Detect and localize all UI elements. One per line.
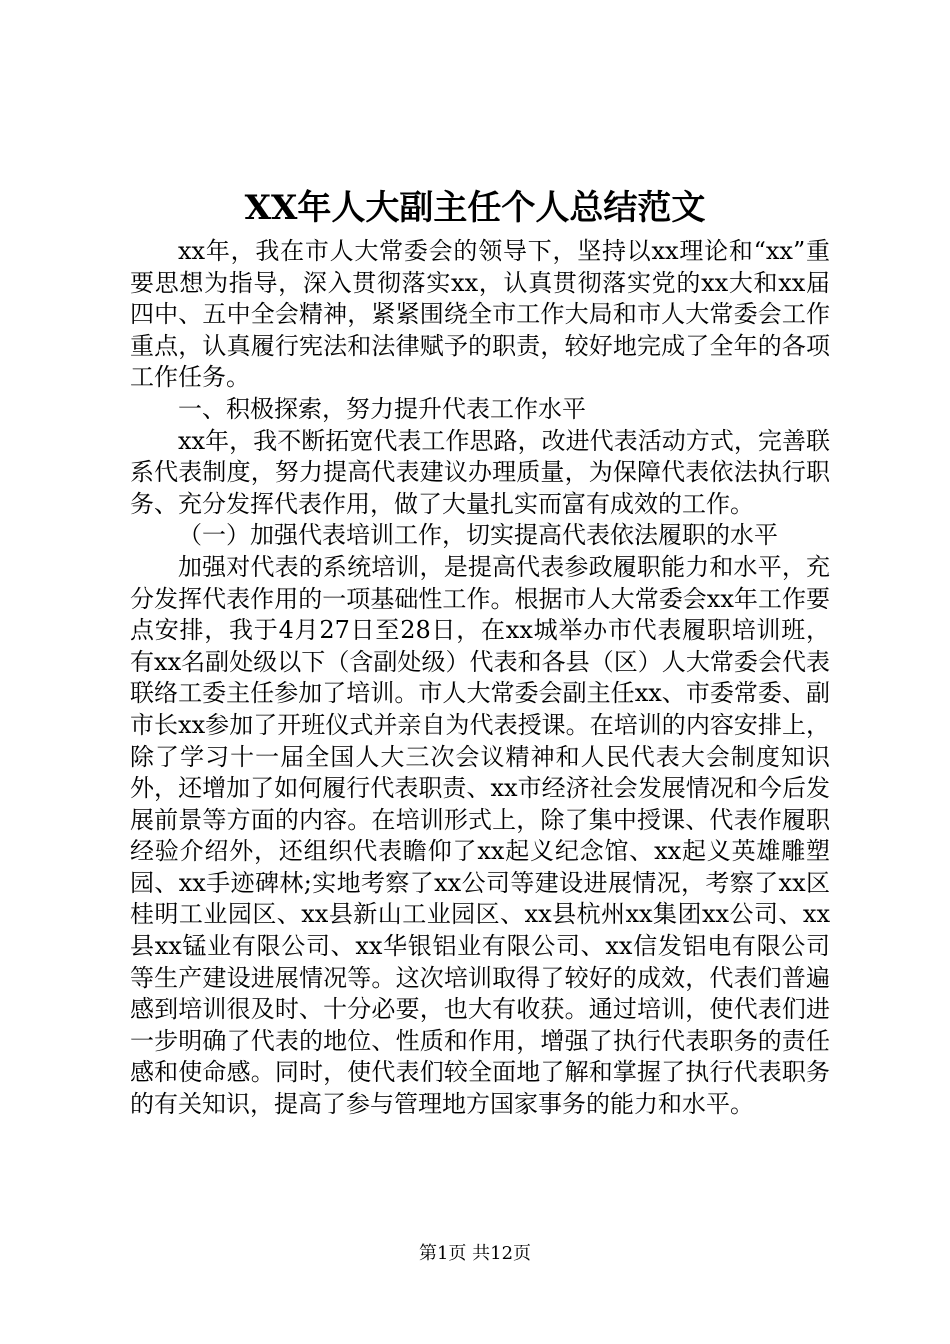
section-1-paragraph: xx年，我不断拓宽代表工作思路，改进代表活动方式，完善联系代表制度，努力提高代表建议办理质量，为保障代表依法执行职务、充分发挥代表作用，做了大量扎实而富有成效的工作。 xyxy=(130,426,830,518)
subsection-1-paragraph: 加强对代表的系统培训，是提高代表参政履职能力和水平，充分发挥代表作用的一项基础性工作。根据市人大常委会xx年工作要点安排，我于4月27日至28日，在xx城举办市代表履职培训班，有xx名副处级以下（含副处级）代表和各县（区）人大常委会代表联络工委主任参加了培训。市人大常委会副主任xx、市委常委、副市长xx参加了开班仪式并亲自为代表授课。在培训的内容安排上，除了学习十一届全国人大三次会议精神和人民代表大会制度知识外，还增加了如何履行代表职责、xx市经济社会发展情况和今后发展前景等方面的内容。在培训形式上，除了集中授课、代表作履职经验介绍外，还组织代表瞻仰了xx起义纪念馆、xx起义英雄雕塑园、xx手迹碑林;实地考察了xx公司等建设进展情况，考察了xx区桂明工业园区、xx县新山工业园区、xx县杭州xx集团xx公司、xx县xx锰业有限公司、xx华银铝业有限公司、xx信发铝电有限公司等生产建设进展情况等。这次培训取得了较好的成效，代表们普遍感到培训很及时、十分必要，也大有收获。通过培训，使代表们进一步明确了代表的地位、性质和作用，增强了执行代表职务的责任感和使命感。同时，使代表们较全面地了解和掌握了执行代表职务的有关知识，提高了参与管理地方国家事务的能力和水平。 xyxy=(130,552,830,1119)
intro-paragraph: xx年，我在市人大常委会的领导下，坚持以xx理论和“xx”重要思想为指导，深入贯彻落实xx，认真贯彻落实党的xx大和xx届四中、五中全会精神，紧紧围绕全市工作大局和市人大常委会工作重点，认真履行宪法和法律赋予的职责，较好地完成了全年的各项工作任务。 xyxy=(130,237,830,392)
subsection-heading-1: （一）加强代表培训工作，切实提高代表依法履职的水平 xyxy=(178,521,778,550)
section-heading-1: 一、积极探索，努力提升代表工作水平 xyxy=(178,394,586,423)
page-number-footer: 第1页 共12页 xyxy=(418,1243,532,1264)
document-body xyxy=(130,236,830,1121)
document-title: XX年人大副主任个人总结范文 xyxy=(244,188,706,228)
